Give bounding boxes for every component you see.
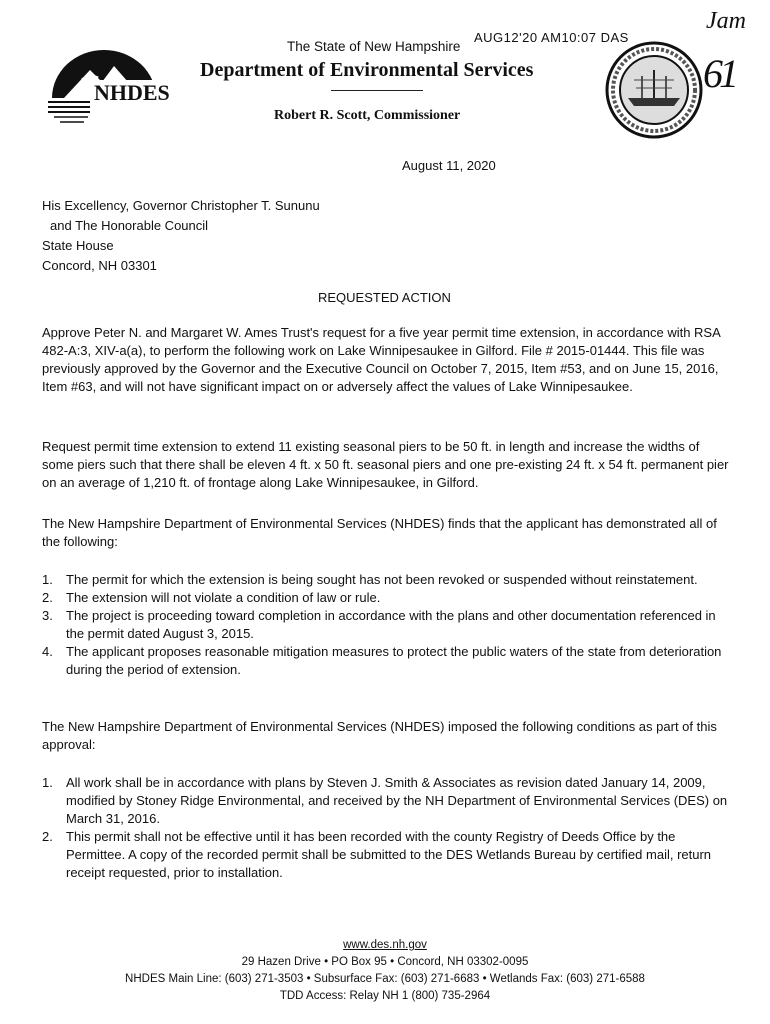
handwritten-initials: Jam [706,8,746,34]
addressee-line: State House [42,238,114,253]
list-number: 2. [42,590,53,605]
list-number: 1. [42,572,53,587]
footer-tdd: TDD Access: Relay NH 1 (800) 735-2964 [279,990,491,1002]
requested-action-heading: REQUESTED ACTION [318,290,451,305]
footer-website-link[interactable]: www.des.nh.gov [343,939,427,951]
footer [0,937,770,1005]
header-divider [331,90,423,91]
letter-date: August 11, 2020 [402,158,496,173]
list-text: The applicant proposes reasonable mitigation measures to protect the public waters of the state from deterioration during the period of extension. [66,644,722,677]
list-number: 1. [42,775,53,790]
list-item [42,828,732,882]
list-number: 3. [42,608,53,623]
list-text: The permit for which the extension is being sought has not been revoked or suspended without reinstatement. [66,572,698,587]
department-name: Department of Environmental Services [200,59,534,81]
findings-intro: The New Hampshire Department of Environmental Services (NHDES) finds that the applicant has demonstrated all of the following: [42,516,717,549]
list-text: This permit shall not be effective until it has been recorded with the county Registry of Deeds Office by the Permittee. A copy of the recorded permit shall be submitted to the DES Wetlands Bureau by certified mail, return receipt requested, prior to installation. [66,829,712,880]
list-text: The project is proceeding toward completion in accordance with the plans and other documentation referenced in the permit dated August 3, 2015. [66,608,716,641]
findings-list [42,571,732,679]
list-item [42,589,732,607]
list-item [42,607,732,643]
list-item [42,774,732,828]
addressee-block [42,196,320,276]
nhdes-logo [42,40,182,140]
state-line: The State of New Hampshire [287,39,461,54]
addressee-line: His Excellency, Governor Christopher T. Sununu [42,198,320,213]
scope-paragraph: Request permit time extension to extend 11 existing seasonal piers to be 50 ft. in length and increase the widths of some piers such that there shall be eleven 4 ft. x 50 ft. seasonal piers and one pre-existing 24 ft. x 54 ft. permanent pier on an average of 1,210 ft. of frontage along Lake Winnipesaukee, in Gilford. [42,439,729,490]
list-number: 4. [42,644,53,659]
footer-address: 29 Hazen Drive • PO Box 95 • Concord, NH 03302-0095 [241,956,529,968]
addressee-line: and The Honorable Council [50,218,209,233]
list-item [42,571,732,589]
list-number: 2. [42,829,53,844]
list-text: All work shall be in accordance with plans by Steven J. Smith & Associates as revision dated January 14, 2009, modified by Stoney Ridge Environmental, and received by the NH Department of Environmental Services (DES) on March 31, 2016. [66,775,728,826]
received-stamp: AUG12'20 AM10:07 DAS [474,30,629,45]
commissioner-line: Robert R. Scott, Commissioner [274,108,461,123]
approval-paragraph: Approve Peter N. and Margaret W. Ames Trust's request for a five year permit time extension, in accordance with RSA 482-A:3, XIV-a(a), to perform the following work on Lake Winnipesaukee in Gilford. File # 2015-01444. This file was previously approved by the Governor and the Executive Council on October 7, 2015, Item #53, and on June 15, 2016, Item #63, and will not have significant impact on or adversely affect the values of Lake Winnipesaukee. [42,325,721,394]
list-text: The extension will not violate a condition of law or rule. [66,590,381,605]
state-seal-icon [604,40,704,140]
list-item [42,643,732,679]
logo-text: NHDES [94,80,170,105]
conditions-intro: The New Hampshire Department of Environmental Services (NHDES) imposed the following conditions as part of this approval: [42,719,717,752]
conditions-list [42,774,732,882]
footer-phones: NHDES Main Line: (603) 271-3503 • Subsurface Fax: (603) 271-6683 • Wetlands Fax: (603) 271-6588 [125,973,645,985]
handwritten-item-number: 61 [703,51,735,96]
addressee-line: Concord, NH 03301 [42,258,157,273]
